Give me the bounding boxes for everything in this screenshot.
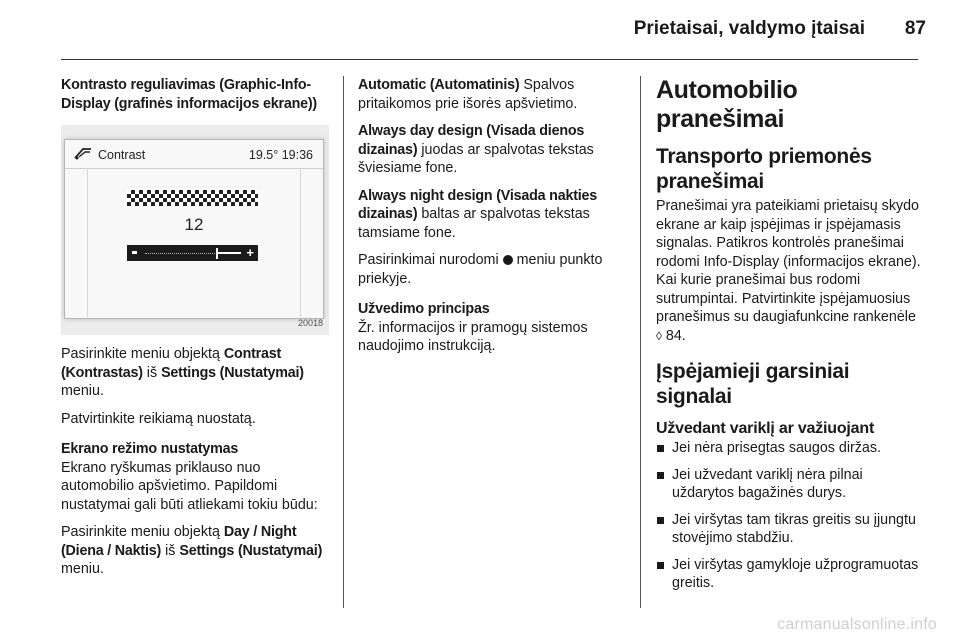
- slider-plus-icon: +: [246, 245, 254, 260]
- screen-bezel-left: [71, 169, 88, 317]
- info-display-screen: [64, 139, 324, 319]
- column-2: [358, 76, 626, 365]
- selection-note: Pasirinkimai nurodomi meniu punkto priekyje.: [358, 252, 603, 287]
- option-always-day: Always day design (Visada dienos dizainas) juodas ar spalvotas tekstas šviesiame fone.: [358, 123, 594, 176]
- screen-header: [65, 140, 323, 169]
- slider-handle[interactable]: [216, 248, 218, 259]
- confirm-setting-text: Patvirtinkite reikiamą nuostatą.: [61, 410, 256, 427]
- warning-chimes-subheading: Užvedant variklį ar važiuojant: [656, 420, 875, 437]
- vehicle-messages-title: Automobilio pranešimai: [656, 76, 798, 133]
- vehicle-messages-text: Pranešimai yra pateikiami prietaisų skydo ekrane ar kaip įspėjimas ir įspėjamasis signalas. Patikros kontrolės pranešimai rodomi Info-Display (informacijos ekrane). Kai kurie pranešimai bus rodomi sutrumpintai. Patvirtinkite įspėjamuosius pranešimus su daugiafunkcine rankenėle ◊ 84.: [656, 198, 921, 344]
- start-principle-text: Žr. informacijos ir pramogų sistemos naudojimo instrukciją.: [358, 319, 588, 354]
- page-number: 87: [904, 18, 926, 39]
- display-figure: [61, 125, 329, 335]
- contrast-value: 12: [184, 215, 204, 234]
- day-night-instruction: Pasirinkite meniu objektą Day / Night (Diena / Naktis) iš Settings (Nustatymai) meniu.: [61, 524, 323, 577]
- warning-chime-item: Jei nėra prisegtas saugos diržas.: [656, 439, 924, 458]
- header-rule: [61, 59, 918, 60]
- slider-track-inactive: [145, 253, 217, 255]
- warning-chimes-heading: Įspėjamieji garsiniai signalai: [656, 360, 850, 408]
- column-3: [656, 76, 924, 601]
- screen-status: 19.5° 19:36: [248, 148, 313, 162]
- slider-track: [145, 253, 241, 254]
- contrast-test-pattern: [127, 190, 258, 206]
- vehicle-messages-subtitle: Transporto priemonės pranešimai: [656, 145, 872, 193]
- settings-icon: [73, 146, 93, 160]
- column-1: [61, 76, 329, 588]
- display-mode-text: Ekrano ryškumas priklauso nuo automobilio apšvietimo. Papildomi nustatymai gali būti atliekami tokiu būdu:: [61, 459, 318, 513]
- figure-number: 20018: [297, 317, 323, 328]
- header-title: Prietaisai, valdymo įtaisai: [633, 18, 865, 39]
- contrast-heading: Kontrasto reguliavimas (Graphic-Info-Display (grafinės informacijos ekrane)): [61, 77, 317, 112]
- warning-chime-item: Jei viršytas gamykloje užprogramuotas greitis.: [656, 556, 924, 593]
- display-mode-heading: Ekrano režimo nustatymas: [61, 441, 239, 457]
- start-principle-heading: Užvedimo principas: [358, 301, 490, 317]
- option-always-night: Always night design (Visada nakties dizainas) baltas ar spalvotas tekstas tamsiame fone.: [358, 187, 598, 241]
- column-divider-right: [640, 76, 641, 608]
- contrast-instruction: Pasirinkite meniu objektą Contrast (Kontrastas) iš Settings (Nustatymai) meniu.: [61, 346, 304, 399]
- contrast-slider[interactable]: [127, 245, 258, 261]
- option-automatic: Automatic (Automatinis) Spalvos pritaikomos prie išorės apšvietimo.: [358, 77, 578, 112]
- selected-dot-icon: [503, 255, 513, 265]
- warning-chime-item: Jei užvedant variklį nėra pilnai uždarytos bagažinės durys.: [656, 466, 924, 503]
- watermark: carmanualsonline.info: [777, 616, 937, 633]
- slider-minus-icon: [132, 251, 137, 254]
- page-reference-icon: ◊: [656, 328, 662, 343]
- warning-chimes-list: [656, 439, 924, 593]
- column-divider-left: [343, 76, 344, 608]
- slider-track-active: [217, 252, 241, 254]
- screen-title: Contrast: [98, 148, 146, 162]
- screen-bezel-right: [300, 169, 317, 317]
- screen-body: [65, 169, 323, 317]
- warning-chime-item: Jei viršytas tam tikras greitis su įjungtu stovėjimo stabdžiu.: [656, 511, 924, 548]
